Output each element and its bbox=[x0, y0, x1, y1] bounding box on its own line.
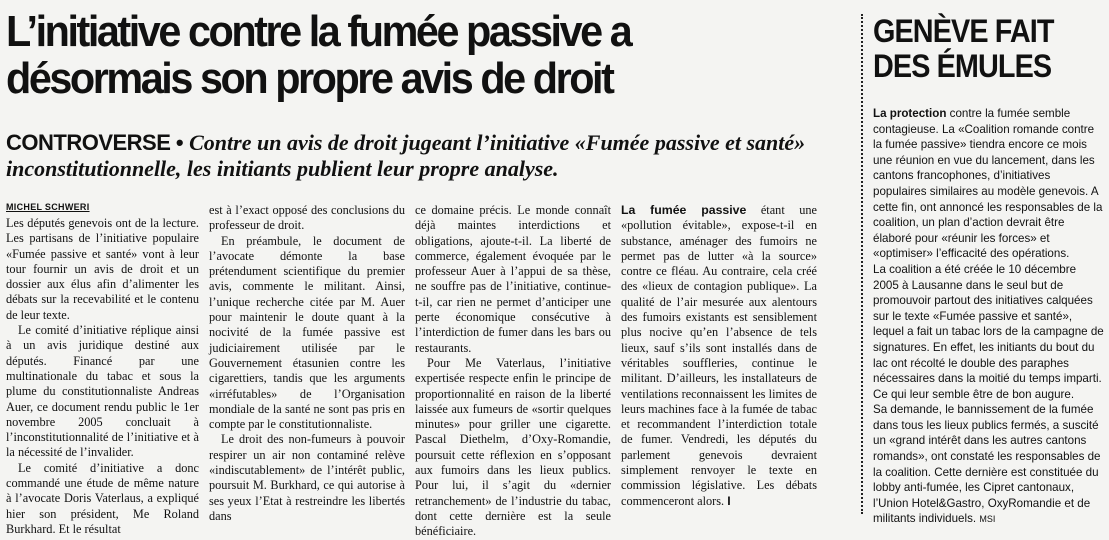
sidebar-divider bbox=[861, 14, 863, 514]
article-column-2 bbox=[209, 203, 405, 523]
paragraph: En préambule, le document de l’avocate démonte la base prétendument scientifique du premier avis, commente le militant. Ainsi, l’unique recherche citée par M. Auer pour maintenir le doute quant à la nocivité de la fumée passive est judiciairement utilisée par le Gouvernement étasunien contre les cigarettiers, tandis que les arguments «irréfutables» de l’Organisation mondiale de la santé ne sont pas pris en compte par le constitutionnaliste. bbox=[209, 233, 405, 432]
deck-lede: Contre un avis de droit jugeant l’initiative «Fumée passive et santé» inconstitutionnelle, les initiants publient leur propre analyse. bbox=[6, 130, 806, 181]
paragraph: Le comité d’initiative a donc commandé une étude de même nature à l’avocate Doris Vaterlaus, a expliqué hier son président, Me Roland Burkhard. Et le résultat bbox=[6, 460, 199, 536]
sidebar-lead: La protection bbox=[873, 107, 947, 120]
article-column-1 bbox=[6, 216, 199, 536]
sidebar-paragraph: La coalition a été créée le 10 décembre 2005 à Lausanne dans le seul but de promouvoir partout des initiatives calquées sur le texte «Fumée passive et santé», lequel a fait un tabac lors de la campagne de signatures. En effet, les initiants du bout du lac ont récolté le double des paraphes nécessaires dans la moitié du temps imparti. Ce qui leur semble être de bon augure. bbox=[873, 262, 1104, 401]
paragraph-text: étant une «pollution évitable», expose-t-il en substance, aménager des fumoirs ne permet pas de lutter «à la source» contre ce fléau. Au contraire, cela créé des «lieux de contagion publique». La qualité de l’air mesurée aux alentours des fumoirs existants est sensiblement plus nocive qu’en l’absence de tels lieux, sauf s’ils sont installés dans de véritables souffleries, continue le militant. D’ailleurs, les installateurs de ventilations reconnaissent les limites de leurs machines face à la fumée de tabac et recommandent l’interdiction totale de fumer. Vendredi, les députés du parlement genevois devraient simplement renvoyer le texte en commission législative. Les débats commenceront alors. bbox=[621, 203, 817, 508]
deck bbox=[6, 130, 846, 182]
sidebar-paragraph bbox=[873, 106, 1105, 262]
byline: MICHEL SCHWERI bbox=[6, 202, 90, 212]
article-column-4 bbox=[621, 203, 817, 516]
paragraph: Pour Me Vaterlaus, l’initiative expertisée respecte enfin le principe de proportionnalité en raison de la liberté laissée aux fumeurs de «sortir quelques minutes» pour griller une cigarette. Pascal Diethelm, d’Oxy-Romandie, poursuit cette réflexion en s’opposant aux fumoirs dans les lieux publics. Pour lui, il s’agit du «dernier retranchement» de l’industrie du tabac, dont cette dernière est la seule bénéficiaire. bbox=[415, 355, 611, 539]
subhead-lead: La fumée passive bbox=[621, 203, 747, 217]
sidebar-text: Sa demande, le bannissement de la fumée dans tous les lieux publics fermés, a suscité un «grand intérêt dans les autres cantons romands», ont constaté les responsables de la coalition. Cette dernière est constituée du lobby anti-fumée, les Cipret cantonaux, l’Union Hotel&Gastro, OxyRomandie et de militants individuels. bbox=[873, 403, 1101, 526]
paragraph: Le droit des non-fumeurs à pouvoir respirer un air non contaminé relève «indiscutablement» de l’intérêt public, poursuit M. Burkhard, ce qui autorise à ses yeux l’Etat à restreindre les libertés dans bbox=[209, 432, 405, 523]
paragraph: Le comité d’initiative réplique ainsi à un avis juridique destiné aux députés. Financé par une multinationale du tabac et sous la plume du constitutionnaliste Andreas Auer, ce document rendu public le 1er novembre 2005 concluait à l’inconstitutionnalité de l’initiative et à la nécessité de l’invalider. bbox=[6, 323, 199, 460]
article-column-3 bbox=[415, 203, 611, 539]
paragraph: est à l’exact opposé des conclusions du professeur de droit. bbox=[209, 203, 405, 233]
headline: L’initiative contre la fumée passive a désormais son propre avis de droit bbox=[6, 7, 631, 103]
paragraph bbox=[621, 203, 817, 509]
deck-kicker: CONTROVERSE bbox=[6, 130, 171, 155]
sidebar-signature: MSI bbox=[979, 514, 996, 525]
sidebar-body bbox=[873, 106, 1105, 526]
paragraph: ce domaine précis. Le monde connaît déjà maintes interdictions et obligations, ajoute-t-il. La liberté de commerce, également évoquée par le professeur Auer à l’appui de sa thèse, ne souffre pas de l’initiative, continue-t-il, car rien ne permet d’anticiper une perte économique consécutive à l’interdiction de fumer dans les bars ou restaurants. bbox=[415, 203, 611, 355]
end-mark: I bbox=[727, 493, 731, 508]
sidebar-title: GENÈVE FAIT DES ÉMULES bbox=[873, 13, 1054, 84]
paragraph: Les députés genevois ont de la lecture. Les partisans de l’initiative populaire «Fumée passive et santé» vont à leur tour fournir un avis de droit et un dossier aux élus afin d’alimenter les débats sur la recevabilité et le contenu de leur texte. bbox=[6, 216, 199, 322]
deck-separator: • bbox=[175, 130, 184, 155]
sidebar-paragraph bbox=[873, 402, 1105, 528]
sidebar-text: contre la fumée semble contagieuse. La «Coalition romande contre la fumée passive» tiendra encore ce mois une réunion en vue du lancement, dans les cantons francophones, d’initiatives populaires similaires au modèle genevois. A cette fin, ont annoncé les responsables de la coalition, un plan d’action devrait être élaboré pour «réunir les forces» et «optimiser» l’efficacité des opérations. bbox=[873, 107, 1103, 261]
